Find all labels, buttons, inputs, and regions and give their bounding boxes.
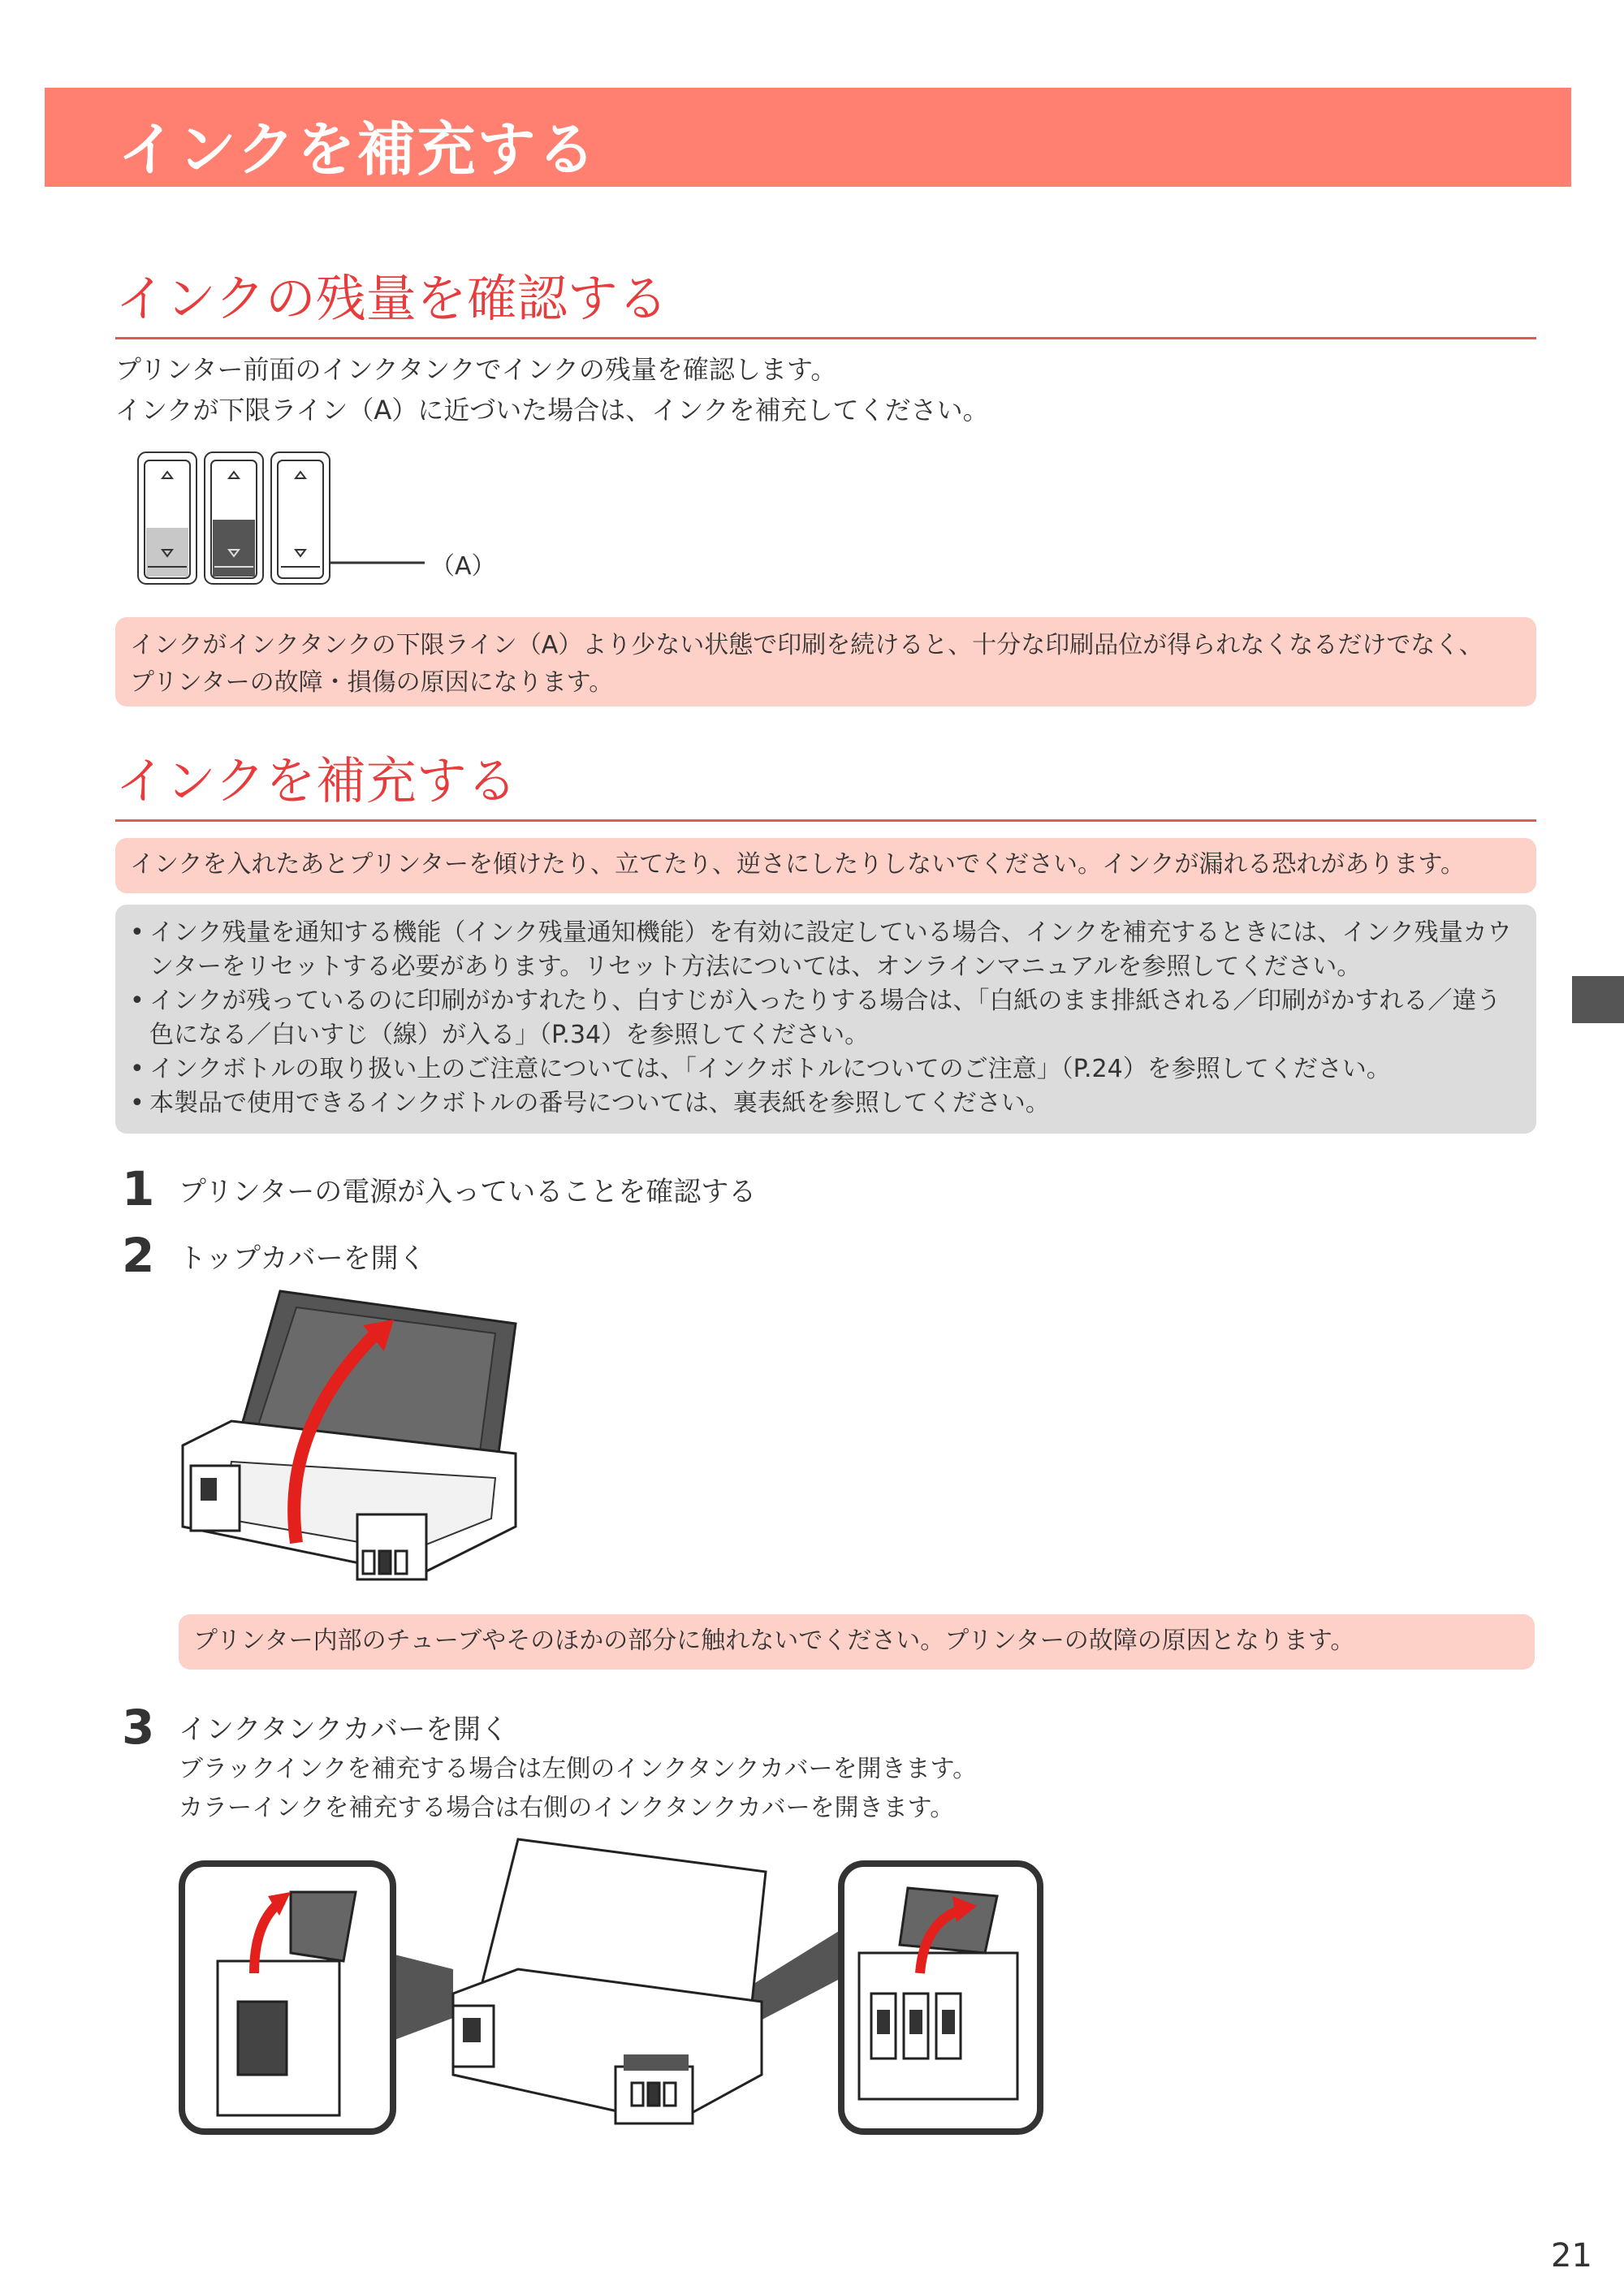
step-number: 1 bbox=[122, 1161, 155, 1216]
warning-tilt: インクを入れたあとプリンターを傾けたり、立てたり、逆さにしたりしないでください。インクが漏れる恐れがあります。 bbox=[115, 838, 1536, 893]
page-title: インクを補充する bbox=[118, 115, 598, 184]
note-item: • 本製品で使用できるインクボトルの番号については、裏表紙を参照してください。 bbox=[130, 1087, 1522, 1121]
section1-text bbox=[115, 349, 989, 430]
warning-internal-parts: プリンター内部のチューブやそのほかの部分に触れないでください。プリンターの故障の原因となります。 bbox=[179, 1614, 1535, 1670]
warning-low-ink-line2: プリンターの故障・損傷の原因になります。 bbox=[130, 668, 614, 697]
note-item: • インクが残っているのに印刷がかすれたり、白すじが入ったりする場合は、「白紙のまま排紙される／印刷がかすれる／違う色になる／白いすじ（線）が入る」（P.34）を参照してください。 bbox=[130, 984, 1522, 1052]
section-heading-check-ink: インクの残量を確認する bbox=[115, 258, 1536, 339]
step-title: プリンターの電源が入っていることを確認する bbox=[179, 1176, 757, 1208]
section1-line1: プリンター前面のインクタンクでインクの残量を確認します。 bbox=[115, 354, 837, 385]
printer-top-cover-illustration bbox=[175, 1283, 524, 1592]
page-number: 21 bbox=[1551, 2237, 1592, 2275]
note-item: • インクボトルの取り扱い上のご注意については、「インクボトルについてのご注意」（P.24）を参照してください。 bbox=[130, 1052, 1522, 1087]
step-title: トップカバーを開く bbox=[179, 1242, 426, 1275]
section-heading-refill-ink: インクを補充する bbox=[115, 741, 1536, 822]
step3-description bbox=[179, 1750, 977, 1828]
step3-sub1: ブラックインクを補充する場合は左側のインクタンクカバーを開きます。 bbox=[179, 1755, 978, 1783]
chapter-tab bbox=[1572, 976, 1624, 1023]
notes-box bbox=[115, 905, 1536, 1134]
section1-line2: インクが下限ライン（A）に近づいた場合は、インクを補充してください。 bbox=[115, 395, 989, 426]
ink-tank-illustration bbox=[136, 451, 429, 589]
warning-low-ink-line1: インクがインクタンクの下限ライン（A）より少ない状態で印刷を続けると、十分な印刷品位が得られなくなるだけでなく、 bbox=[130, 631, 1484, 659]
lower-limit-label: （A） bbox=[430, 552, 496, 581]
warning-low-ink bbox=[115, 617, 1536, 706]
note-item: • インク残量を通知する機能（インク残量通知機能）を有効に設定している場合、インクを補充するときには、インク残量カウンターをリセットする必要があります。リセット方法については、オンラインマニュアルを参照してください。 bbox=[130, 916, 1522, 984]
step-title: インクタンクカバーを開く bbox=[179, 1713, 508, 1746]
step-number: 2 bbox=[122, 1228, 155, 1283]
ink-tank-cover-illustration bbox=[177, 1831, 1046, 2140]
title-banner bbox=[45, 88, 1571, 187]
step3-sub2: カラーインクを補充する場合は右側のインクタンクカバーを開きます。 bbox=[179, 1794, 955, 1822]
step-number: 3 bbox=[122, 1700, 155, 1755]
